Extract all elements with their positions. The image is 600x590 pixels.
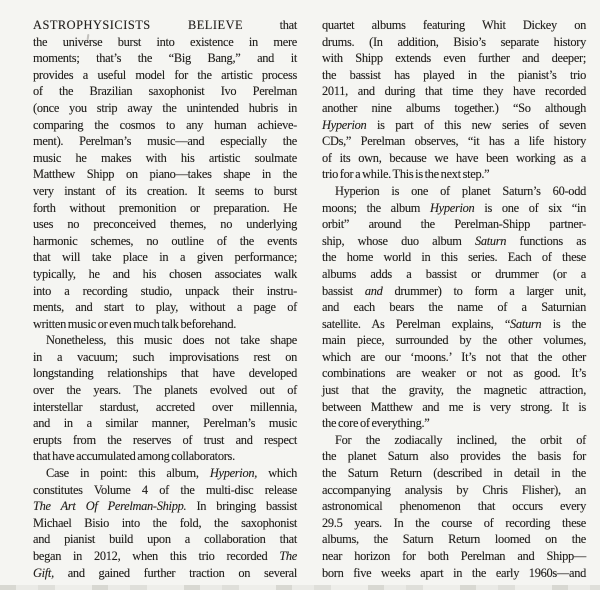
text-line: ASTROPHYSICISTS BELIEVE that xyxy=(33,18,297,32)
text-line: drums. (In addition, Bisio’s separate history xyxy=(322,34,586,49)
text-line: just that the gravity, the magnetic attraction, xyxy=(322,383,586,398)
page-bottom-edge xyxy=(0,585,600,590)
text-line: that will take place in a given performance; xyxy=(33,250,297,265)
text-line: moons; the album Hyperion is one of six “in xyxy=(322,200,586,215)
text-line: the bassist has played in the pianist’s trio xyxy=(322,67,586,82)
text-line: and in a similar manner, Perelman’s music xyxy=(33,416,297,431)
text-line: (once you strip away the unintended hubris in xyxy=(33,100,297,115)
text-line: ment). Perelman’s music—and especially the xyxy=(33,134,297,149)
text-line: moments; that’s the “Big Bang,” and it xyxy=(33,51,297,66)
text-line: The Art Of Perelman-Shipp. In bringing bassist xyxy=(33,499,297,514)
text-line: which are our ‘moons.’ It’s not that the other xyxy=(322,349,586,364)
text-line: began in 2012, when this trio recorded The xyxy=(33,549,297,563)
text-line: albums adds a bassist or drummer (or a xyxy=(322,266,586,281)
text-line: near horizon for both Perelman and Shipp— xyxy=(322,549,586,563)
text-line: erupts from the reserves of trust and respect xyxy=(33,432,297,447)
text-line: and pianist build upon a collaboration that xyxy=(33,532,297,547)
text-line: longstanding relationships that have developed xyxy=(33,366,297,381)
text-line: CDs,” Perelman observes, “it has a life history xyxy=(322,134,586,149)
text-line: Nonetheless, this music does not take shape xyxy=(46,333,297,348)
text-line: Case in point: this album, Hyperion, which xyxy=(46,466,297,481)
text-line: trio for a while. This is the next step.” xyxy=(322,167,490,182)
text-line: music he makes with his artistic soulmate xyxy=(33,150,297,165)
text-line: the Saturn Return (described in detail in the xyxy=(322,466,586,481)
text-line: the universe burst into existence in mere xyxy=(33,34,297,49)
text-line: Matthew Shipp on piano—takes shape in the xyxy=(33,167,297,182)
text-line: combinations are weaker or not as good. It’s xyxy=(322,366,586,381)
text-line: and each bears the name of a Saturnian xyxy=(322,300,586,315)
text-line: uses no preconceived themes, no underlying xyxy=(33,217,297,232)
text-line: the core of everything.” xyxy=(322,416,430,431)
text-line: interstellar stardust, accreted over millennia, xyxy=(33,399,297,414)
text-line: in a vacuum; such improvisations rest on xyxy=(33,349,297,364)
text-line: that have accumulated among collaborators. xyxy=(33,449,235,464)
text-line: another nine albums together.) “So although xyxy=(322,100,586,115)
text-line: For the zodiacally inclined, the orbit of xyxy=(335,432,586,447)
text-line: written music or even much talk beforehand. xyxy=(33,316,237,331)
text-line: satellite. As Perelman explains, “Saturn is the xyxy=(322,316,586,331)
text-line: over the years. The planets evolved out of xyxy=(33,383,297,398)
text-line: provides a useful model for the artistic process xyxy=(33,67,297,82)
text-line: constitutes Volume 4 of the multi-disc release xyxy=(33,482,297,497)
text-column-left xyxy=(33,17,297,581)
text-line: ments, and start to play, without a page of xyxy=(33,300,297,315)
text-line: typically, he and his chosen associates walk xyxy=(33,266,297,281)
text-line: astronomical phenomenon that occurs every xyxy=(322,499,586,514)
text-line: between Matthew and me is very strong. It is xyxy=(322,399,586,414)
text-column-right xyxy=(322,17,586,581)
text-line: with Shipp extends even further and deeper; xyxy=(322,51,586,66)
text-line: Gift, and gained further traction on several xyxy=(33,565,297,580)
text-line: into a recording studio, unpack their instru- xyxy=(33,283,297,298)
text-line: comparing the cosmos to any human achieve- xyxy=(33,117,297,132)
text-line: the home world in this series. Each of these xyxy=(322,250,586,265)
text-line: ship, whose duo album Saturn functions as xyxy=(322,233,587,248)
text-line: orbit” around the Perelman-Shipp partner- xyxy=(322,217,586,232)
text-line: 2011, and during that time they have recorded xyxy=(322,84,586,99)
text-line: forth without premonition or preparation. He xyxy=(33,200,297,215)
text-line: Hyperion is one of planet Saturn’s 60-odd xyxy=(335,183,586,198)
text-line: bassist and drummer) to form a larger unit, xyxy=(322,283,586,298)
text-line: very instant of its creation. It seems to burst xyxy=(33,183,297,198)
text-line: 29.5 years. In the course of recording these xyxy=(322,515,586,530)
text-line: the planet Saturn also provides the basis for xyxy=(322,449,586,464)
text-line: quartet albums featuring Whit Dickey on xyxy=(322,18,586,32)
text-line: Hyperion is part of this new series of seven xyxy=(322,117,586,132)
text-line: born five weeks apart in the early 1960s—and xyxy=(322,565,586,580)
text-line: of its own, because we have been working as a xyxy=(322,150,586,165)
text-line: Michael Bisio into the fold, the saxophonist xyxy=(33,515,297,530)
text-line: accompanying analysis by Chris Flisher), an xyxy=(322,482,586,497)
text-line: of the Brazilian saxophonist Ivo Perelman xyxy=(33,84,297,99)
text-line: harmonic schemes, no outline of the events xyxy=(33,233,297,248)
text-line: main piece, surrounded by the other volumes, xyxy=(322,333,586,348)
text-line: albums, the Saturn Return loomed on the xyxy=(322,532,586,547)
